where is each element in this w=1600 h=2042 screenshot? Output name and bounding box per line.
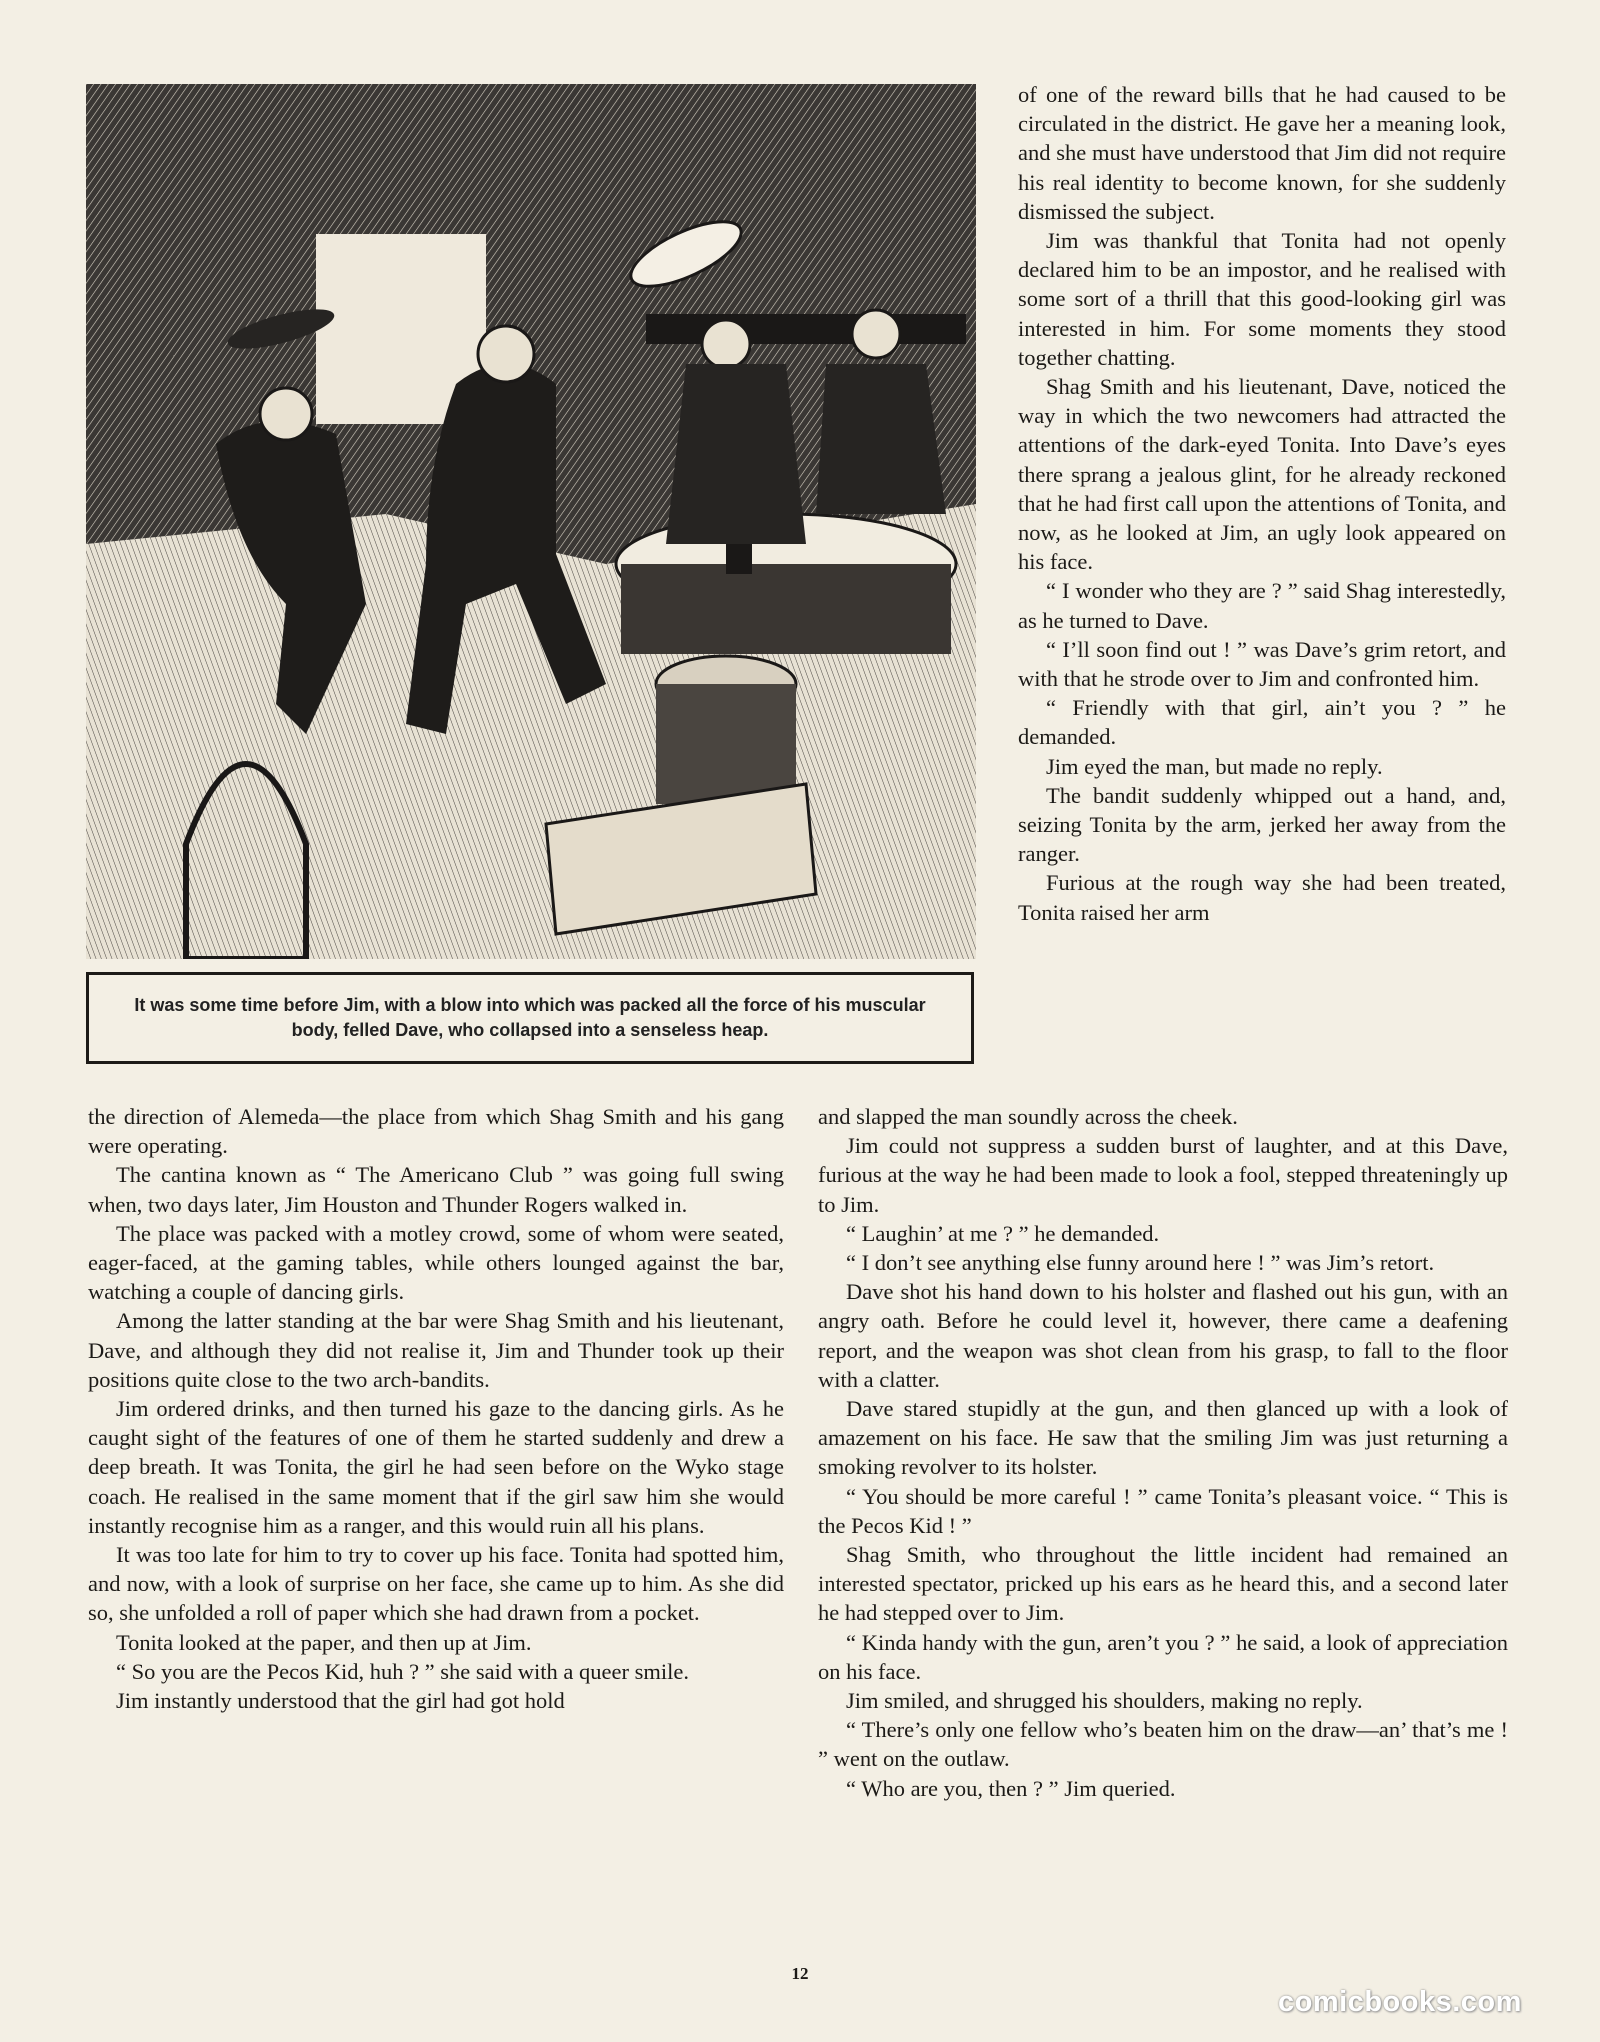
paragraph: the direction of Alemeda—the place from which Shag Smith and his gang were operating.	[88, 1104, 784, 1159]
text-column-right-top	[1018, 80, 1506, 927]
paragraph: “ I don’t see anything else funny around here ! ” was Jim’s retort.	[846, 1250, 1435, 1276]
illustration-caption: It was some time before Jim, with a blow into which was packed all the force of his muscular body, felled Dave, who collapsed into a senseless heap.	[134, 995, 926, 1040]
paragraph: It was too late for him to try to cover up his face. Tonita had spotted him, and now, with a look of surprise on her face, she came up to him. As she did so, she unfolded a roll of paper which she had drawn from a pocket.	[88, 1542, 784, 1626]
saloon-fight-illustration	[86, 84, 976, 959]
paragraph: “ Kinda handy with the gun, aren’t you ? ” he said, a look of appreciation on his face.	[818, 1629, 1508, 1684]
paragraph: “ I wonder who they are ? ” said Shag interestedly, as he turned to Dave.	[1018, 578, 1506, 633]
paragraph: Jim instantly understood that the girl had got hold	[116, 1688, 565, 1714]
paragraph: Tonita looked at the paper, and then up at Jim.	[116, 1629, 532, 1655]
paragraph: Shag Smith and his lieutenant, Dave, noticed the way in which the two newcomers had attracted the attentions of the dark-eyed Tonita. Into Dave’s eyes there sprang a jealous glint, for he already reckoned that he had first call upon the attentions of Tonita, and now, as he looked at Jim, an ugly look appeared on his face.	[1018, 374, 1506, 575]
paragraph: and slapped the man soundly across the cheek.	[818, 1104, 1238, 1129]
paragraph: Among the latter standing at the bar were Shag Smith and his lieutenant, Dave, and although they did not realise it, Jim and Thunder took up their positions quite close to the two arch-bandits.	[88, 1308, 784, 1392]
paragraph: Dave stared stupidly at the gun, and then glanced up with a look of amazement on his face. He saw that the smiling Jim was just returning a smoking revolver to its holster.	[818, 1396, 1508, 1480]
paragraph: Jim was thankful that Tonita had not openly declared him to be an impostor, and he realised with some sort of a thrill that this good-looking girl was interested in him. For some moments they stood together chatting.	[1018, 228, 1506, 370]
text-column-left	[88, 1102, 784, 1715]
paragraph: Jim could not suppress a sudden burst of laughter, and at this Dave, furious at the way he had been made to look a fool, stepped threateningly up to Jim.	[818, 1133, 1508, 1217]
paragraph: Furious at the rough way she had been treated, Tonita raised her arm	[1018, 870, 1506, 925]
paragraph: “ You should be more careful ! ” came Tonita’s pleasant voice. “ This is the Pecos Kid ! ”	[818, 1483, 1508, 1538]
paragraph: “ I’ll soon find out ! ” was Dave’s grim retort, and with that he strode over to Jim and confronted him.	[1018, 636, 1506, 692]
paragraph: Dave shot his hand down to his holster and flashed out his gun, with an angry oath. Before he could level it, however, there came a deafening report, and the weapon was shot clean from his grasp, to fall to the floor with a clatter.	[818, 1279, 1508, 1392]
paragraph: The bandit suddenly whipped out a hand, and, seizing Tonita by the arm, jerked her away from the ranger.	[1018, 782, 1506, 867]
paragraph: “ Friendly with that girl, ain’t you ? ” he demanded.	[1018, 695, 1506, 750]
paragraph: Jim eyed the man, but made no reply.	[1046, 753, 1383, 779]
paragraph: The cantina known as “ The Americano Club ” was going full swing when, two days later, Jim Houston and Thunder Rogers walked in.	[88, 1162, 784, 1217]
paragraph: The place was packed with a motley crowd, some of whom were seated, eager-faced, at the gaming tables, while others lounged against the bar, watching a couple of dancing girls.	[88, 1220, 784, 1305]
paragraph: Jim smiled, and shrugged his shoulders, making no reply.	[846, 1688, 1363, 1714]
paragraph: Jim ordered drinks, and then turned his gaze to the dancing girls. As he caught sight of the features of one of them he started suddenly and drew a deep breath. It was Tonita, the girl he had seen before on the Wyko stage coach. He realised in the same moment that if the girl saw him she would instantly recognise him as a ranger, and this would ruin all his plans.	[88, 1396, 784, 1538]
illustration-caption-box	[86, 972, 974, 1064]
paragraph: “ Laughin’ at me ? ” he demanded.	[846, 1220, 1160, 1246]
page-number: 12	[791, 1964, 809, 1983]
paragraph: Shag Smith, who throughout the little incident had remained an interested spectator, pricked up his ears as he heard this, and a second later he had stepped over to Jim.	[818, 1542, 1508, 1626]
text-column-right-bottom	[818, 1102, 1508, 1803]
paragraph: “ Who are you, then ? ” Jim queried.	[846, 1775, 1176, 1801]
watermark: comicbooks.com	[1278, 1986, 1522, 2018]
paragraph: “ There’s only one fellow who’s beaten him on the draw—an’ that’s me ! ” went on the outlaw.	[818, 1717, 1508, 1772]
paragraph: “ So you are the Pecos Kid, huh ? ” she said with a queer smile.	[116, 1658, 689, 1684]
paragraph: of one of the reward bills that he had caused to be circulated in the district. He gave her a meaning look, and she must have understood that Jim did not require his real identity to become known, for she suddenly dismissed the subject.	[1018, 82, 1506, 224]
